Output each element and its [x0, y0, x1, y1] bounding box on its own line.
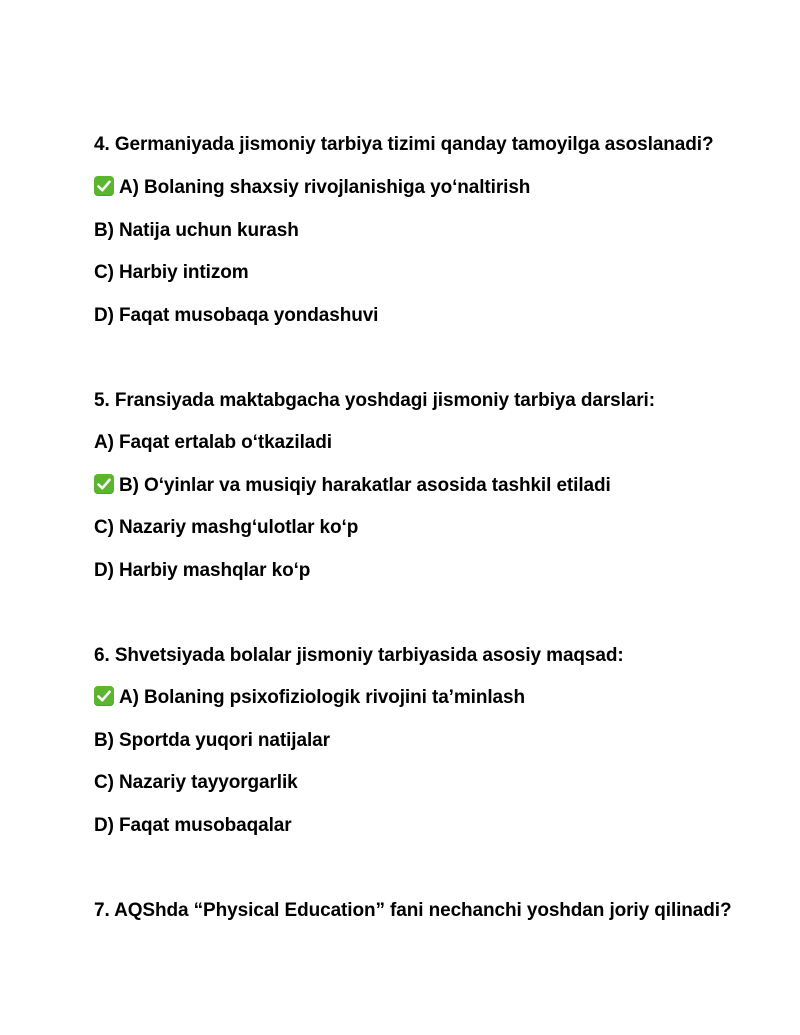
question-6-option-b: B) Sportda yuqori natijalar: [94, 730, 330, 751]
question-6-option-a: [94, 686, 525, 710]
check-mark-icon: [94, 176, 114, 196]
question-6-option-d: D) Faqat musobaqalar: [94, 815, 292, 836]
question-5-option-d: D) Harbiy mashqlar ko‘p: [94, 560, 311, 581]
check-mark-icon: [94, 474, 114, 494]
question-5-option-a: A) Faqat ertalab o‘tkaziladi: [94, 432, 332, 453]
question-6-option-c: C) Nazariy tayyorgarlik: [94, 772, 298, 793]
option-label: A) Bolaning shaxsiy rivojlanishiga yo‘naltirish: [119, 177, 531, 198]
question-7-text: 7. AQShda “Physical Education” fani nechanchi yoshdan joriy qilinadi?: [94, 900, 732, 921]
question-5-text: 5. Fransiyada maktabgacha yoshdagi jismoniy tarbiya darslari:: [94, 390, 655, 411]
question-4-text: 4. Germaniyada jismoniy tarbiya tizimi qanday tamoyilga asoslanadi?: [94, 134, 714, 155]
question-5-option-b: [94, 474, 611, 498]
question-6-text: 6. Shvetsiyada bolalar jismoniy tarbiyasida asosiy maqsad:: [94, 645, 624, 666]
check-mark-icon: [94, 686, 114, 706]
question-4-option-a: [94, 176, 530, 200]
question-4-option-b: B) Natija uchun kurash: [94, 220, 299, 241]
question-4-option-c: C) Harbiy intizom: [94, 262, 249, 283]
question-4-option-d: D) Faqat musobaqa yondashuvi: [94, 305, 379, 326]
question-5-option-c: C) Nazariy mashg‘ulotlar ko‘p: [94, 517, 359, 538]
option-label: A) Bolaning psixofiziologik rivojini ta’minlash: [119, 687, 525, 708]
option-label: B) O‘yinlar va musiqiy harakatlar asosida tashkil etiladi: [119, 475, 611, 496]
